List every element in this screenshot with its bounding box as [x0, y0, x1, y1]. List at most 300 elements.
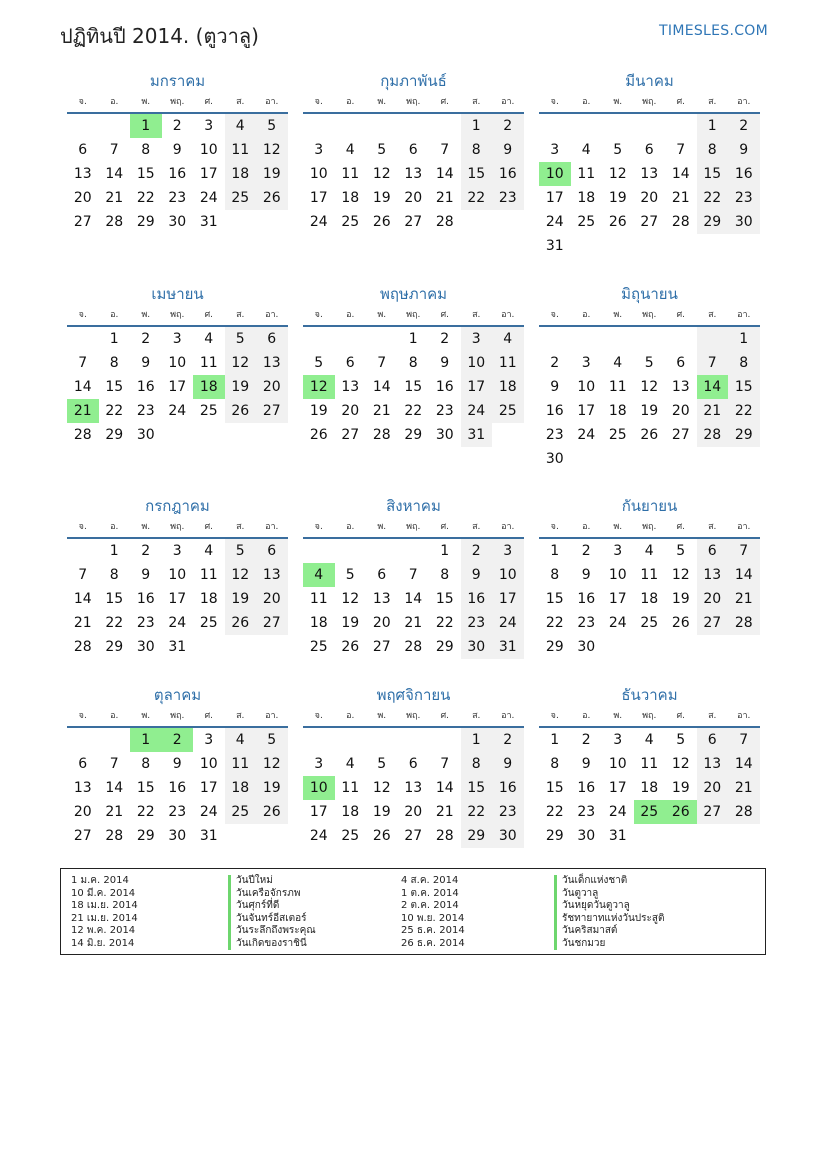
- legend-date: 10 พ.ย. 2014: [401, 912, 465, 924]
- day-cell: 2: [440, 331, 450, 347]
- day-cell: 21: [435, 804, 454, 820]
- empty-day-cell: [67, 539, 99, 563]
- empty-day-cell: [256, 824, 288, 848]
- month-block: [539, 684, 760, 848]
- day-cell: 25: [492, 399, 524, 423]
- weekday-label: พ.: [377, 522, 387, 532]
- day-cell: 27: [341, 427, 360, 443]
- day-cell: 15: [404, 379, 423, 395]
- week-row: [67, 539, 288, 563]
- day-cell: 3: [613, 543, 623, 559]
- empty-day-cell: [335, 327, 367, 351]
- day-cell: 8: [550, 567, 560, 583]
- empty-day-cell: [335, 114, 367, 138]
- day-cell: 10: [199, 142, 218, 158]
- empty-day-cell: [67, 327, 99, 351]
- legend-date: 4 ส.ค. 2014: [401, 875, 459, 886]
- day-cell: 8: [109, 355, 119, 371]
- weekday-label: พฤ.: [406, 310, 421, 320]
- week-row: [539, 399, 760, 423]
- weekday-label: จ.: [78, 522, 87, 532]
- day-cell: 2: [461, 539, 493, 563]
- day-cell: 11: [341, 166, 360, 182]
- day-cell: 4: [581, 142, 591, 158]
- empty-day-cell: [398, 728, 430, 752]
- day-cell: 4: [225, 728, 257, 752]
- day-cell: 10: [539, 162, 571, 186]
- week-row: [539, 447, 760, 471]
- day-cell: 2: [141, 331, 151, 347]
- day-cell: 10: [168, 567, 187, 583]
- week-row: [539, 375, 760, 399]
- day-cell: 15: [697, 162, 729, 186]
- legend-date: 1 ต.ค. 2014: [401, 887, 459, 899]
- day-cell: 18: [640, 591, 659, 607]
- week-row: [303, 423, 524, 447]
- week-row: [539, 162, 760, 186]
- week-row: [67, 186, 288, 210]
- empty-day-cell: [193, 423, 225, 447]
- weekday-label: อ.: [582, 310, 591, 320]
- weekday-header: [539, 517, 760, 539]
- empty-day-cell: [99, 114, 131, 138]
- day-cell: 14: [73, 379, 92, 395]
- empty-day-cell: [429, 114, 461, 138]
- day-cell: 16: [168, 166, 187, 182]
- weekday-label: พ.: [377, 310, 387, 320]
- weekday-label: ส.: [708, 97, 717, 107]
- day-cell: 11: [640, 567, 659, 583]
- weekday-label: ศ.: [676, 711, 686, 721]
- empty-day-cell: [602, 114, 634, 138]
- weekday-label: ศ.: [204, 522, 214, 532]
- day-cell: 19: [671, 780, 690, 796]
- week-row: [303, 563, 524, 587]
- day-cell: 20: [372, 615, 391, 631]
- day-cell: 14: [73, 591, 92, 607]
- day-cell: 5: [256, 114, 288, 138]
- day-cell: 24: [199, 804, 218, 820]
- day-cell: 20: [404, 804, 423, 820]
- brand-link[interactable]: TIMESLES.COM: [659, 23, 768, 39]
- weekday-label: พ.: [613, 711, 623, 721]
- day-cell: 18: [193, 375, 225, 399]
- day-cell: 4: [204, 331, 214, 347]
- day-cell: 20: [256, 375, 288, 399]
- weekday-label: พฤ.: [406, 711, 421, 721]
- day-cell: 25: [634, 800, 666, 824]
- weekday-label: ส.: [472, 97, 481, 107]
- day-cell: 6: [697, 728, 729, 752]
- day-cell: 22: [105, 403, 124, 419]
- week-row: [303, 399, 524, 423]
- day-cell: 28: [435, 214, 454, 230]
- day-cell: 24: [492, 611, 524, 635]
- weekday-label: พฤ.: [170, 522, 185, 532]
- day-cell: 13: [73, 166, 92, 182]
- weekday-label: อา.: [737, 310, 751, 320]
- empty-day-cell: [697, 824, 729, 848]
- day-cell: 12: [608, 166, 627, 182]
- day-cell: 17: [608, 780, 627, 796]
- day-cell: 2: [141, 543, 151, 559]
- day-cell: 21: [435, 190, 454, 206]
- day-cell: 5: [314, 355, 324, 371]
- week-row: [303, 138, 524, 162]
- day-cell: 21: [73, 615, 92, 631]
- empty-day-cell: [634, 234, 666, 258]
- week-row: [303, 776, 524, 800]
- empty-day-cell: [665, 327, 697, 351]
- day-cell: 8: [408, 355, 418, 371]
- day-cell: 21: [105, 190, 124, 206]
- weekday-label: ส.: [472, 711, 481, 721]
- weekday-label: พ.: [377, 97, 387, 107]
- day-cell: 17: [309, 190, 328, 206]
- day-cell: 16: [168, 780, 187, 796]
- weekday-label: ศ.: [440, 522, 450, 532]
- day-cell: 7: [109, 756, 119, 772]
- legend-dates-right: [401, 875, 465, 950]
- day-cell: 21: [728, 776, 760, 800]
- day-cell: 6: [676, 355, 686, 371]
- day-cell: 9: [581, 756, 591, 772]
- day-cell: 13: [73, 780, 92, 796]
- weekday-label: ศ.: [676, 310, 686, 320]
- day-cell: 16: [577, 591, 596, 607]
- empty-day-cell: [67, 728, 99, 752]
- day-cell: 19: [608, 190, 627, 206]
- day-cell: 30: [461, 635, 493, 659]
- weekday-header: [539, 706, 760, 728]
- week-row: [303, 824, 524, 848]
- weekday-label: จ.: [550, 522, 559, 532]
- day-cell: 11: [199, 355, 218, 371]
- weekday-label: อ.: [346, 522, 355, 532]
- week-row: [67, 327, 288, 351]
- day-cell: 4: [303, 563, 335, 587]
- weekday-header: [303, 517, 524, 539]
- empty-day-cell: [728, 635, 760, 659]
- day-cell: 19: [256, 776, 288, 800]
- day-cell: 17: [199, 780, 218, 796]
- weekday-label: พ.: [613, 522, 623, 532]
- weekday-label: ศ.: [440, 97, 450, 107]
- day-cell: 20: [640, 190, 659, 206]
- week-row: [539, 423, 760, 447]
- day-cell: 14: [435, 780, 454, 796]
- day-cell: 29: [136, 214, 155, 230]
- week-row: [539, 138, 760, 162]
- day-cell: 19: [640, 403, 659, 419]
- weekday-label: อา.: [501, 97, 515, 107]
- day-cell: 23: [168, 804, 187, 820]
- week-row: [67, 728, 288, 752]
- day-cell: 12: [256, 138, 288, 162]
- day-cell: 21: [404, 615, 423, 631]
- day-cell: 8: [141, 756, 151, 772]
- empty-day-cell: [665, 234, 697, 258]
- day-cell: 15: [545, 780, 564, 796]
- weekday-label: อ.: [346, 97, 355, 107]
- week-row: [303, 162, 524, 186]
- day-cell: 29: [105, 639, 124, 655]
- day-cell: 5: [377, 142, 387, 158]
- weekday-label: พฤ.: [406, 97, 421, 107]
- day-cell: 2: [550, 355, 560, 371]
- legend-holiday-name: วันศุกร์ที่ดี: [228, 900, 316, 913]
- day-cell: 26: [225, 611, 257, 635]
- day-cell: 21: [728, 587, 760, 611]
- weekday-label: จ.: [550, 711, 559, 721]
- day-cell: 1: [408, 331, 418, 347]
- month-block: [539, 495, 760, 659]
- day-cell: 5: [644, 355, 654, 371]
- day-cell: 20: [697, 587, 729, 611]
- empty-day-cell: [67, 114, 99, 138]
- legend-date: 25 ธ.ค. 2014: [401, 925, 465, 936]
- day-cell: 19: [309, 403, 328, 419]
- day-cell: 28: [697, 423, 729, 447]
- weekday-label: ศ.: [440, 711, 450, 721]
- weekday-label: อ.: [110, 97, 119, 107]
- day-cell: 3: [461, 327, 493, 351]
- legend-holiday-name: วันปีใหม่: [228, 875, 316, 888]
- week-row: [303, 539, 524, 563]
- day-cell: 26: [665, 800, 697, 824]
- weekday-label: อ.: [582, 97, 591, 107]
- holiday-legend: [60, 868, 766, 955]
- day-cell: 24: [461, 399, 493, 423]
- month-name: กรกฎาคม: [145, 497, 210, 515]
- day-cell: 15: [105, 379, 124, 395]
- day-cell: 12: [303, 375, 335, 399]
- day-cell: 7: [697, 351, 729, 375]
- week-row: [539, 327, 760, 351]
- day-cell: 29: [404, 427, 423, 443]
- day-cell: 26: [309, 427, 328, 443]
- day-cell: 17: [577, 403, 596, 419]
- day-cell: 23: [728, 186, 760, 210]
- week-row: [303, 114, 524, 138]
- day-cell: 28: [105, 214, 124, 230]
- week-row: [539, 210, 760, 234]
- day-cell: 25: [309, 639, 328, 655]
- empty-day-cell: [602, 327, 634, 351]
- day-cell: 23: [492, 186, 524, 210]
- month-block: [67, 684, 288, 848]
- day-cell: 19: [225, 587, 257, 611]
- week-row: [67, 399, 288, 423]
- day-cell: 19: [671, 591, 690, 607]
- empty-day-cell: [634, 447, 666, 471]
- week-row: [303, 611, 524, 635]
- day-cell: 4: [345, 142, 355, 158]
- weekday-label: อา.: [501, 522, 515, 532]
- day-cell: 6: [644, 142, 654, 158]
- day-cell: 13: [697, 563, 729, 587]
- weekday-header: [67, 517, 288, 539]
- week-row: [303, 752, 524, 776]
- day-cell: 1: [440, 543, 450, 559]
- day-cell: 16: [492, 162, 524, 186]
- day-cell: 12: [225, 351, 257, 375]
- day-cell: 4: [644, 732, 654, 748]
- day-cell: 15: [461, 162, 493, 186]
- weekday-label: จ.: [550, 97, 559, 107]
- weekday-header: [67, 92, 288, 114]
- week-row: [303, 635, 524, 659]
- empty-day-cell: [492, 210, 524, 234]
- day-cell: 24: [309, 214, 328, 230]
- day-cell: 30: [545, 451, 564, 467]
- day-cell: 9: [172, 142, 182, 158]
- day-cell: 18: [492, 375, 524, 399]
- weekday-label: อา.: [737, 522, 751, 532]
- day-cell: 1: [109, 543, 119, 559]
- week-row: [67, 635, 288, 659]
- month-block: [539, 70, 760, 258]
- day-cell: 18: [309, 615, 328, 631]
- empty-day-cell: [571, 234, 603, 258]
- empty-day-cell: [366, 728, 398, 752]
- weekday-label: ส.: [236, 310, 245, 320]
- week-row: [539, 611, 760, 635]
- day-cell: 1: [461, 728, 493, 752]
- month-block: [303, 70, 524, 234]
- day-cell: 2: [728, 114, 760, 138]
- day-cell: 3: [314, 142, 324, 158]
- day-cell: 30: [136, 639, 155, 655]
- day-cell: 25: [640, 615, 659, 631]
- day-cell: 12: [225, 563, 257, 587]
- legend-holiday-name: วันเกิดของราชินี: [228, 938, 316, 951]
- day-cell: 6: [256, 539, 288, 563]
- empty-day-cell: [634, 114, 666, 138]
- empty-day-cell: [602, 234, 634, 258]
- empty-day-cell: [461, 210, 493, 234]
- day-cell: 26: [640, 427, 659, 443]
- weekday-label: ส.: [472, 522, 481, 532]
- weekday-header: [303, 706, 524, 728]
- weekday-label: พ.: [377, 711, 387, 721]
- weekday-label: อ.: [582, 711, 591, 721]
- empty-day-cell: [634, 327, 666, 351]
- day-cell: 20: [341, 403, 360, 419]
- day-cell: 5: [225, 539, 257, 563]
- day-cell: 13: [697, 752, 729, 776]
- empty-day-cell: [539, 114, 571, 138]
- day-cell: 17: [168, 591, 187, 607]
- day-cell: 22: [105, 615, 124, 631]
- legend-date: 1 ม.ค. 2014: [71, 875, 129, 886]
- week-row: [67, 210, 288, 234]
- week-row: [67, 587, 288, 611]
- day-cell: 28: [372, 427, 391, 443]
- day-cell: 15: [136, 780, 155, 796]
- day-cell: 11: [225, 752, 257, 776]
- day-cell: 17: [461, 375, 493, 399]
- weekday-label: อ.: [346, 310, 355, 320]
- legend-holiday-name: วันระลึกถึงพระคุณ: [228, 925, 316, 938]
- day-cell: 17: [492, 587, 524, 611]
- weekday-label: พ.: [613, 97, 623, 107]
- empty-day-cell: [539, 327, 571, 351]
- day-cell: 11: [225, 138, 257, 162]
- day-cell: 20: [404, 190, 423, 206]
- day-cell: 7: [676, 142, 686, 158]
- day-cell: 10: [303, 776, 335, 800]
- empty-day-cell: [697, 447, 729, 471]
- day-cell: 8: [461, 752, 493, 776]
- day-cell: 8: [461, 138, 493, 162]
- day-cell: 12: [640, 379, 659, 395]
- day-cell: 19: [225, 375, 257, 399]
- weekday-label: อา.: [501, 711, 515, 721]
- day-cell: 9: [492, 752, 524, 776]
- day-cell: 22: [461, 800, 493, 824]
- day-cell: 8: [440, 567, 450, 583]
- empty-day-cell: [256, 210, 288, 234]
- month-name: มิถุนายน: [621, 285, 678, 303]
- day-cell: 19: [372, 190, 391, 206]
- day-cell: 12: [372, 166, 391, 182]
- empty-day-cell: [634, 635, 666, 659]
- day-cell: 28: [728, 611, 760, 635]
- day-cell: 9: [728, 138, 760, 162]
- month-name: พฤษภาคม: [379, 285, 448, 303]
- weekday-label: จ.: [314, 711, 323, 721]
- day-cell: 6: [78, 142, 88, 158]
- legend-date: 26 ธ.ค. 2014: [401, 937, 465, 949]
- week-row: [539, 824, 760, 848]
- empty-day-cell: [571, 114, 603, 138]
- day-cell: 27: [404, 828, 423, 844]
- day-cell: 18: [577, 190, 596, 206]
- day-cell: 2: [162, 728, 194, 752]
- day-cell: 4: [345, 756, 355, 772]
- day-cell: 25: [608, 427, 627, 443]
- day-cell: 21: [671, 190, 690, 206]
- week-row: [539, 728, 760, 752]
- legend-holiday-name: รัชทายาทแห่งวันประสูติ: [554, 913, 665, 926]
- week-row: [539, 800, 760, 824]
- day-cell: 4: [492, 327, 524, 351]
- weekday-label: อา.: [737, 711, 751, 721]
- day-cell: 17: [168, 379, 187, 395]
- weekday-label: อา.: [501, 310, 515, 320]
- weekday-label: ส.: [236, 711, 245, 721]
- day-cell: 2: [492, 114, 524, 138]
- day-cell: 18: [341, 190, 360, 206]
- day-cell: 10: [461, 351, 493, 375]
- empty-day-cell: [162, 423, 194, 447]
- empty-day-cell: [225, 210, 257, 234]
- day-cell: 14: [105, 780, 124, 796]
- day-cell: 29: [728, 423, 760, 447]
- day-cell: 27: [372, 639, 391, 655]
- weekday-label: จ.: [78, 310, 87, 320]
- empty-day-cell: [697, 327, 729, 351]
- day-cell: 22: [728, 399, 760, 423]
- empty-day-cell: [728, 447, 760, 471]
- weekday-label: ส.: [472, 310, 481, 320]
- day-cell: 28: [105, 828, 124, 844]
- day-cell: 3: [172, 543, 182, 559]
- day-cell: 28: [73, 639, 92, 655]
- day-cell: 15: [105, 591, 124, 607]
- day-cell: 4: [613, 355, 623, 371]
